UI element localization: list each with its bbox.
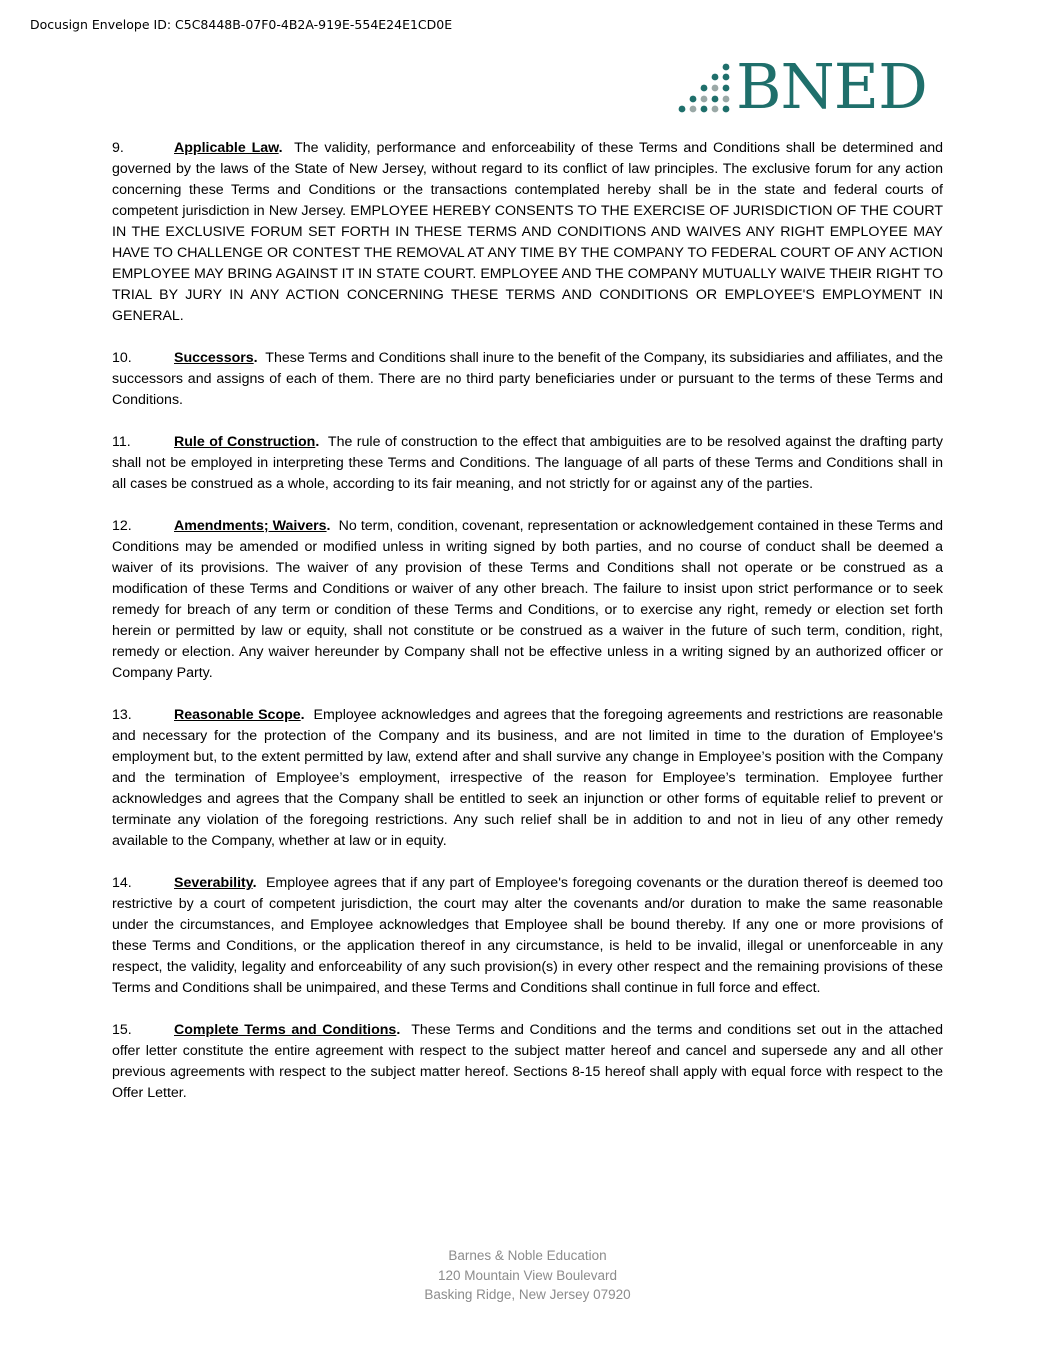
section-applicable-law: 9. Applicable Law. The validity, performance and enforceability of these Terms and Conditions shall be determined and governed by the laws of the State of New Jersey, without regard to its conflict of law principles. The exclusive forum for any action concerning these Terms and Conditions or the transactions contemplated hereby shall be in the state and federal courts of competent jurisdiction in New Jersey. EMPLOYEE HEREBY CONSENTS TO THE EXERCISE OF JURISDICTION OF THE COURT IN THE EXCLUSIVE FORUM SET FORTH IN THESE TERMS AND CONDITIONS AND WAIVES ANY RIGHT EMPLOYEE MAY HAVE TO CHALLENGE OR CONTEST THE REMOVAL AT ANY TIME BY THE COMPANY TO FEDERAL COURT OF ANY ACTION EMPLOYEE MAY BRING AGAINST IT IN STATE COURT. EMPLOYEE AND THE COMPANY MUTUALLY WAIVE THEIR RIGHT TO TRIAL BY JURY IN ANY ACTION CONCERNING THESE TERMS AND CONDITIONS OR EMPLOYEE'S EMPLOYMENT IN GENERAL. [112, 140, 943, 324]
section-body: No term, condition, covenant, representation or acknowledgement contained in these Terms and Conditions may be amended or modified unless in writing signed by both parties, and no course of conduct shall be deemed a waiver of its provisions. The waiver of any provision of these Terms and Conditions shall not operate or be construed as a modification of these Terms and Conditions or waiver of any other breach. The failure to insist upon strict performance or to seek remedy for breach of any term or condition of these Terms and Conditions, or to exercise any right, remedy or election set forth herein or permitted by law or equity, shall not constitute or be construed as a waiver in the future of such term, condition, right, remedy or election. Any waiver hereunder by Company shall not be effective unless in a writing signed by an authorized officer or Company Party. [112, 518, 943, 681]
section-number: 11. [112, 434, 131, 450]
dots-icon [674, 58, 736, 120]
section-body: Employee agrees that if any part of Employee's foregoing covenants or the duration thereof is deemed too restrictive by a court of competent jurisdiction, the court may alter the covenants and/or duration to make the same reasonable under the circumstances, and Employee acknowledges that Employee shall be bound thereby. If any one or more provisions of these Terms and Conditions, or the application thereof in any circumstance, is held to be invalid, illegal or unenforceable in any respect, the validity, legality and enforceability of any such provision(s) in every other respect and the remaining provisions of these Terms and Conditions shall be unimpaired, and these Terms and Conditions shall continue in full force and effect. [112, 875, 943, 996]
section-body: Employee acknowledges and agrees that the foregoing agreements and restrictions are reasonable and necessary for the protection of the Company and its business, and are not limited in time to the duration of Employee's employment but, to the extent permitted by law, extend after and shall survive any change in Employee’s position with the Company and the termination of Employee’s employment, irrespective of the reason for Employee’s termination. Employee further acknowledges and agrees that the Company shall be entitled to seek an injunction or other forms of equitable relief to prevent or terminate any violation of the foregoing restrictions. Any such relief shall be in addition to and not in lieu of any other remedy available to the Company, whether at law or in equity. [112, 707, 943, 849]
envelope-id: Docusign Envelope ID: C5C8448B-07F0-4B2A-919E-554E24E1CD0E [30, 17, 453, 32]
section-body: These Terms and Conditions shall inure to the benefit of the Company, its subsidiaries and affiliates, and the successors and assigns of each of them. There are no third party beneficiaries under or pursuant to the terms of these Terms and Conditions. [112, 350, 943, 408]
section-number: 12. [112, 518, 132, 534]
section-body: The rule of construction to the effect that ambiguities are to be resolved against the drafting party shall not be employed in interpreting these Terms and Conditions. The language of all parts of these Terms and Conditions shall in all cases be construed as a whole, according to its fair meaning, and not strictly for or against any of the parties. [112, 434, 943, 492]
section-number: 13. [112, 707, 132, 723]
section-severability: 14. Severability. Employee agrees that if any part of Employee's foregoing covenants or the duration thereof is deemed too restrictive by a court of competent jurisdiction, the court may alter the covenants and/or duration to make the same reasonable under the circumstances, and Employee acknowledges that Employee shall be bound thereby. If any one or more provisions of these Terms and Conditions, or the application thereof in any circumstance, is held to be invalid, illegal or unenforceable in any respect, the validity, legality and enforceability of any such provision(s) in every other respect and the remaining provisions of these Terms and Conditions shall be unimpaired, and these Terms and Conditions shall continue in full force and effect. [112, 875, 943, 996]
section-number: 14. [112, 875, 132, 891]
section-body: These Terms and Conditions and the terms and conditions set out in the attached offer letter constitute the entire agreement with respect to the subject matter hereof and cancel and supersede any and all other previous agreements with respect to the subject matter hereof. Sections 8-15 hereof shall apply with equal force with respect to the Offer Letter. [112, 1022, 943, 1101]
section-heading: Reasonable Scope [174, 707, 301, 723]
section-number: 9. [112, 140, 124, 156]
document-body [112, 138, 943, 1125]
section-reasonable-scope: 13. Reasonable Scope. Employee acknowledges and agrees that the foregoing agreements and restrictions are reasonable and necessary for the protection of the Company and its business, and are not limited in time to the duration of Employee's employment but, to the extent permitted by law, extend after and shall survive any change in Employee’s position with the Company and the termination of Employee’s employment, irrespective of the reason for Employee’s termination. Employee further acknowledges and agrees that the Company shall be entitled to seek an injunction or other forms of equitable relief to prevent or terminate any violation of the foregoing restrictions. Any such relief shall be in addition to and not in lieu of any other remedy available to the Company, whether at law or in equity. [112, 707, 943, 849]
bned-logo [674, 50, 946, 123]
footer-city: Basking Ridge, New Jersey 07920 [424, 1287, 631, 1302]
section-complete-terms: 15. Complete Terms and Conditions. These Terms and Conditions and the terms and conditions set out in the attached offer letter constitute the entire agreement with respect to the subject matter hereof and cancel and supersede any and all other previous agreements with respect to the subject matter hereof. Sections 8-15 hereof shall apply with equal force with respect to the Offer Letter. [112, 1022, 943, 1101]
footer-street: 120 Mountain View Boulevard [437, 1267, 618, 1283]
section-heading: Successors [174, 350, 254, 366]
section-heading: Rule of Construction [174, 434, 316, 450]
section-successors: 10. Successors. These Terms and Conditions shall inure to the benefit of the Company, its subsidiaries and affiliates, and the successors and assigns of each of them. There are no third party beneficiaries under or pursuant to the terms of these Terms and Conditions. [112, 350, 943, 408]
section-number: 15. [112, 1022, 132, 1038]
section-heading: Severability [174, 875, 253, 891]
section-heading: Amendments; Waivers [174, 518, 327, 534]
section-rule-of-construction: 11. Rule of Construction. The rule of construction to the effect that ambiguities are to be resolved against the drafting party shall not be employed in interpreting these Terms and Conditions. The language of all parts of these Terms and Conditions shall in all cases be construed as a whole, according to its fair meaning, and not strictly for or against any of the parties. [112, 434, 943, 492]
section-number: 10. [112, 350, 132, 366]
footer-company: Barnes & Noble Education [448, 1248, 607, 1263]
section-amendments-waivers: 12. Amendments; Waivers. No term, condition, covenant, representation or acknowledgement contained in these Terms and Conditions may be amended or modified unless in writing signed by both parties, and no course of conduct shall be deemed a waiver of its provisions. The waiver of any provision of these Terms and Conditions shall not operate or be construed as a modification of these Terms and Conditions or waiver of any other breach. The failure to insist upon strict performance or to seek remedy for breach of any term or condition of these Terms and Conditions, or to exercise any right, remedy or election set forth herein or permitted by law or equity, shall not constitute or be construed as a waiver in the future of such term, condition, right, remedy or election. Any waiver hereunder by Company shall not be effective unless in a writing signed by an authorized officer or Company Party. [112, 518, 943, 681]
section-heading: Complete Terms and Conditions [174, 1022, 397, 1038]
section-heading: Applicable Law [174, 140, 279, 156]
section-body: The validity, performance and enforceability of these Terms and Conditions shall be determined and governed by the laws of the State of New Jersey, without regard to its conflict of law principles. The exclusive forum for any action concerning these Terms and Conditions or the transactions contemplated hereby shall be in the state and federal courts of competent jurisdiction in New Jersey. EMPLOYEE HEREBY CONSENTS TO THE EXERCISE OF JURISDICTION OF THE COURT IN THE EXCLUSIVE FORUM SET FORTH IN THESE TERMS AND CONDITIONS AND WAIVES ANY RIGHT EMPLOYEE MAY HAVE TO CHALLENGE OR CONTEST THE REMOVAL AT ANY TIME BY THE COMPANY TO FEDERAL COURT OF ANY ACTION EMPLOYEE MAY BRING AGAINST IT IN STATE COURT. EMPLOYEE AND THE COMPANY MUTUALLY WAIVE THEIR RIGHT TO TRIAL BY JURY IN ANY ACTION CONCERNING THESE TERMS AND CONDITIONS OR EMPLOYEE'S EMPLOYMENT IN GENERAL. [112, 140, 943, 324]
logo-text: BNED [736, 50, 927, 123]
footer-address [0, 1246, 1055, 1305]
